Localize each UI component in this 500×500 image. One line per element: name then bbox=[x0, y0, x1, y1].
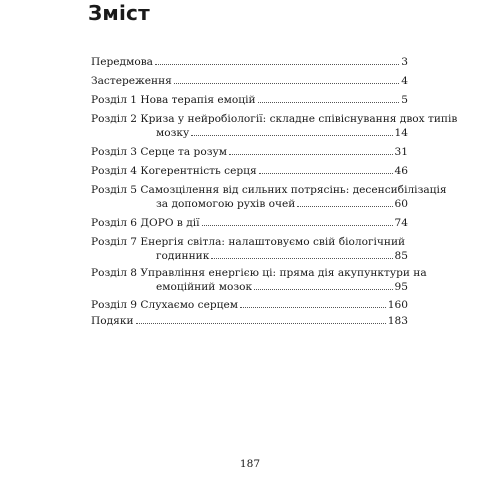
toc-entry-title: Розділ 3 Серце та розум bbox=[91, 146, 227, 158]
toc-entry-page: 95 bbox=[394, 281, 408, 293]
toc-entry-page: 3 bbox=[401, 56, 408, 68]
toc-entry-warning bbox=[91, 74, 408, 88]
dot-leader bbox=[211, 258, 392, 259]
dot-leader bbox=[191, 135, 392, 136]
dot-leader bbox=[254, 289, 392, 290]
toc-entry-chapter-7 bbox=[91, 235, 408, 263]
toc-entry-title: Подяки bbox=[91, 315, 134, 327]
toc-entry-chapter-6 bbox=[91, 216, 408, 230]
toc-entry-page: 46 bbox=[394, 165, 408, 177]
toc-entry-title: Застереження bbox=[91, 75, 172, 87]
dot-leader bbox=[174, 83, 399, 84]
toc-entry-page: 5 bbox=[401, 94, 408, 106]
toc-entry-preface bbox=[91, 55, 408, 69]
toc-entry-title: Передмова bbox=[91, 56, 153, 68]
toc-entry-chapter-3 bbox=[91, 145, 408, 159]
toc-entry-page: 183 bbox=[387, 315, 408, 327]
toc-entry-title: Розділ 9 Слухаємо серцем bbox=[91, 299, 238, 311]
toc-entry-title: Розділ 4 Когерентність серця bbox=[91, 165, 257, 177]
page-number: 187 bbox=[239, 458, 261, 470]
dot-leader bbox=[258, 102, 400, 103]
toc-entry-title: Розділ 1 Нова терапія емоцій bbox=[91, 94, 256, 106]
dot-leader bbox=[240, 307, 386, 308]
toc-entry-page: 74 bbox=[394, 217, 408, 229]
toc-entry-chapter-8 bbox=[91, 266, 427, 294]
toc-entry-title: Розділ 2 Криза у нейробіології: складне співіснування двох типів bbox=[91, 113, 458, 125]
toc-entry-chapter-5 bbox=[91, 183, 447, 211]
toc-entry-page: 4 bbox=[401, 75, 408, 87]
dot-leader bbox=[136, 323, 386, 324]
dot-leader bbox=[259, 173, 393, 174]
toc-entry-title-continuation: годинник bbox=[156, 250, 210, 262]
dot-leader bbox=[202, 225, 393, 226]
toc-entry-page: 31 bbox=[394, 146, 408, 158]
toc-entry-title: Розділ 5 Самозцілення від сильних потрясінь: десенсибілізація bbox=[91, 184, 447, 196]
dot-leader bbox=[229, 154, 393, 155]
toc-entry-page: 14 bbox=[394, 127, 408, 139]
toc-heading: Зміст bbox=[88, 1, 150, 25]
toc-entry-title-continuation: мозку bbox=[156, 127, 190, 139]
toc-entry-acknowledgements bbox=[91, 314, 408, 328]
toc-entry-title-continuation: емоційний мозок bbox=[156, 281, 253, 293]
toc-entry-chapter-1 bbox=[91, 93, 408, 107]
toc-entry-page: 85 bbox=[394, 250, 408, 262]
dot-leader bbox=[297, 206, 392, 207]
toc-entry-chapter-4 bbox=[91, 164, 408, 178]
toc-entry-title: Розділ 6 ДОРО в дії bbox=[91, 217, 200, 229]
toc-entry-chapter-9 bbox=[91, 298, 408, 312]
toc-entry-chapter-2 bbox=[91, 112, 458, 140]
toc-entry-title: Розділ 7 Енергія світла: налаштовуємо свій біологічний bbox=[91, 236, 406, 248]
toc-entry-page: 160 bbox=[387, 299, 408, 311]
toc-entry-title-continuation: за допомогою рухів очей bbox=[156, 198, 296, 210]
dot-leader bbox=[155, 64, 399, 65]
toc-entry-page: 60 bbox=[394, 198, 408, 210]
toc-entry-title: Розділ 8 Управління енергією ці: пряма дія акупунктури на bbox=[91, 267, 427, 279]
